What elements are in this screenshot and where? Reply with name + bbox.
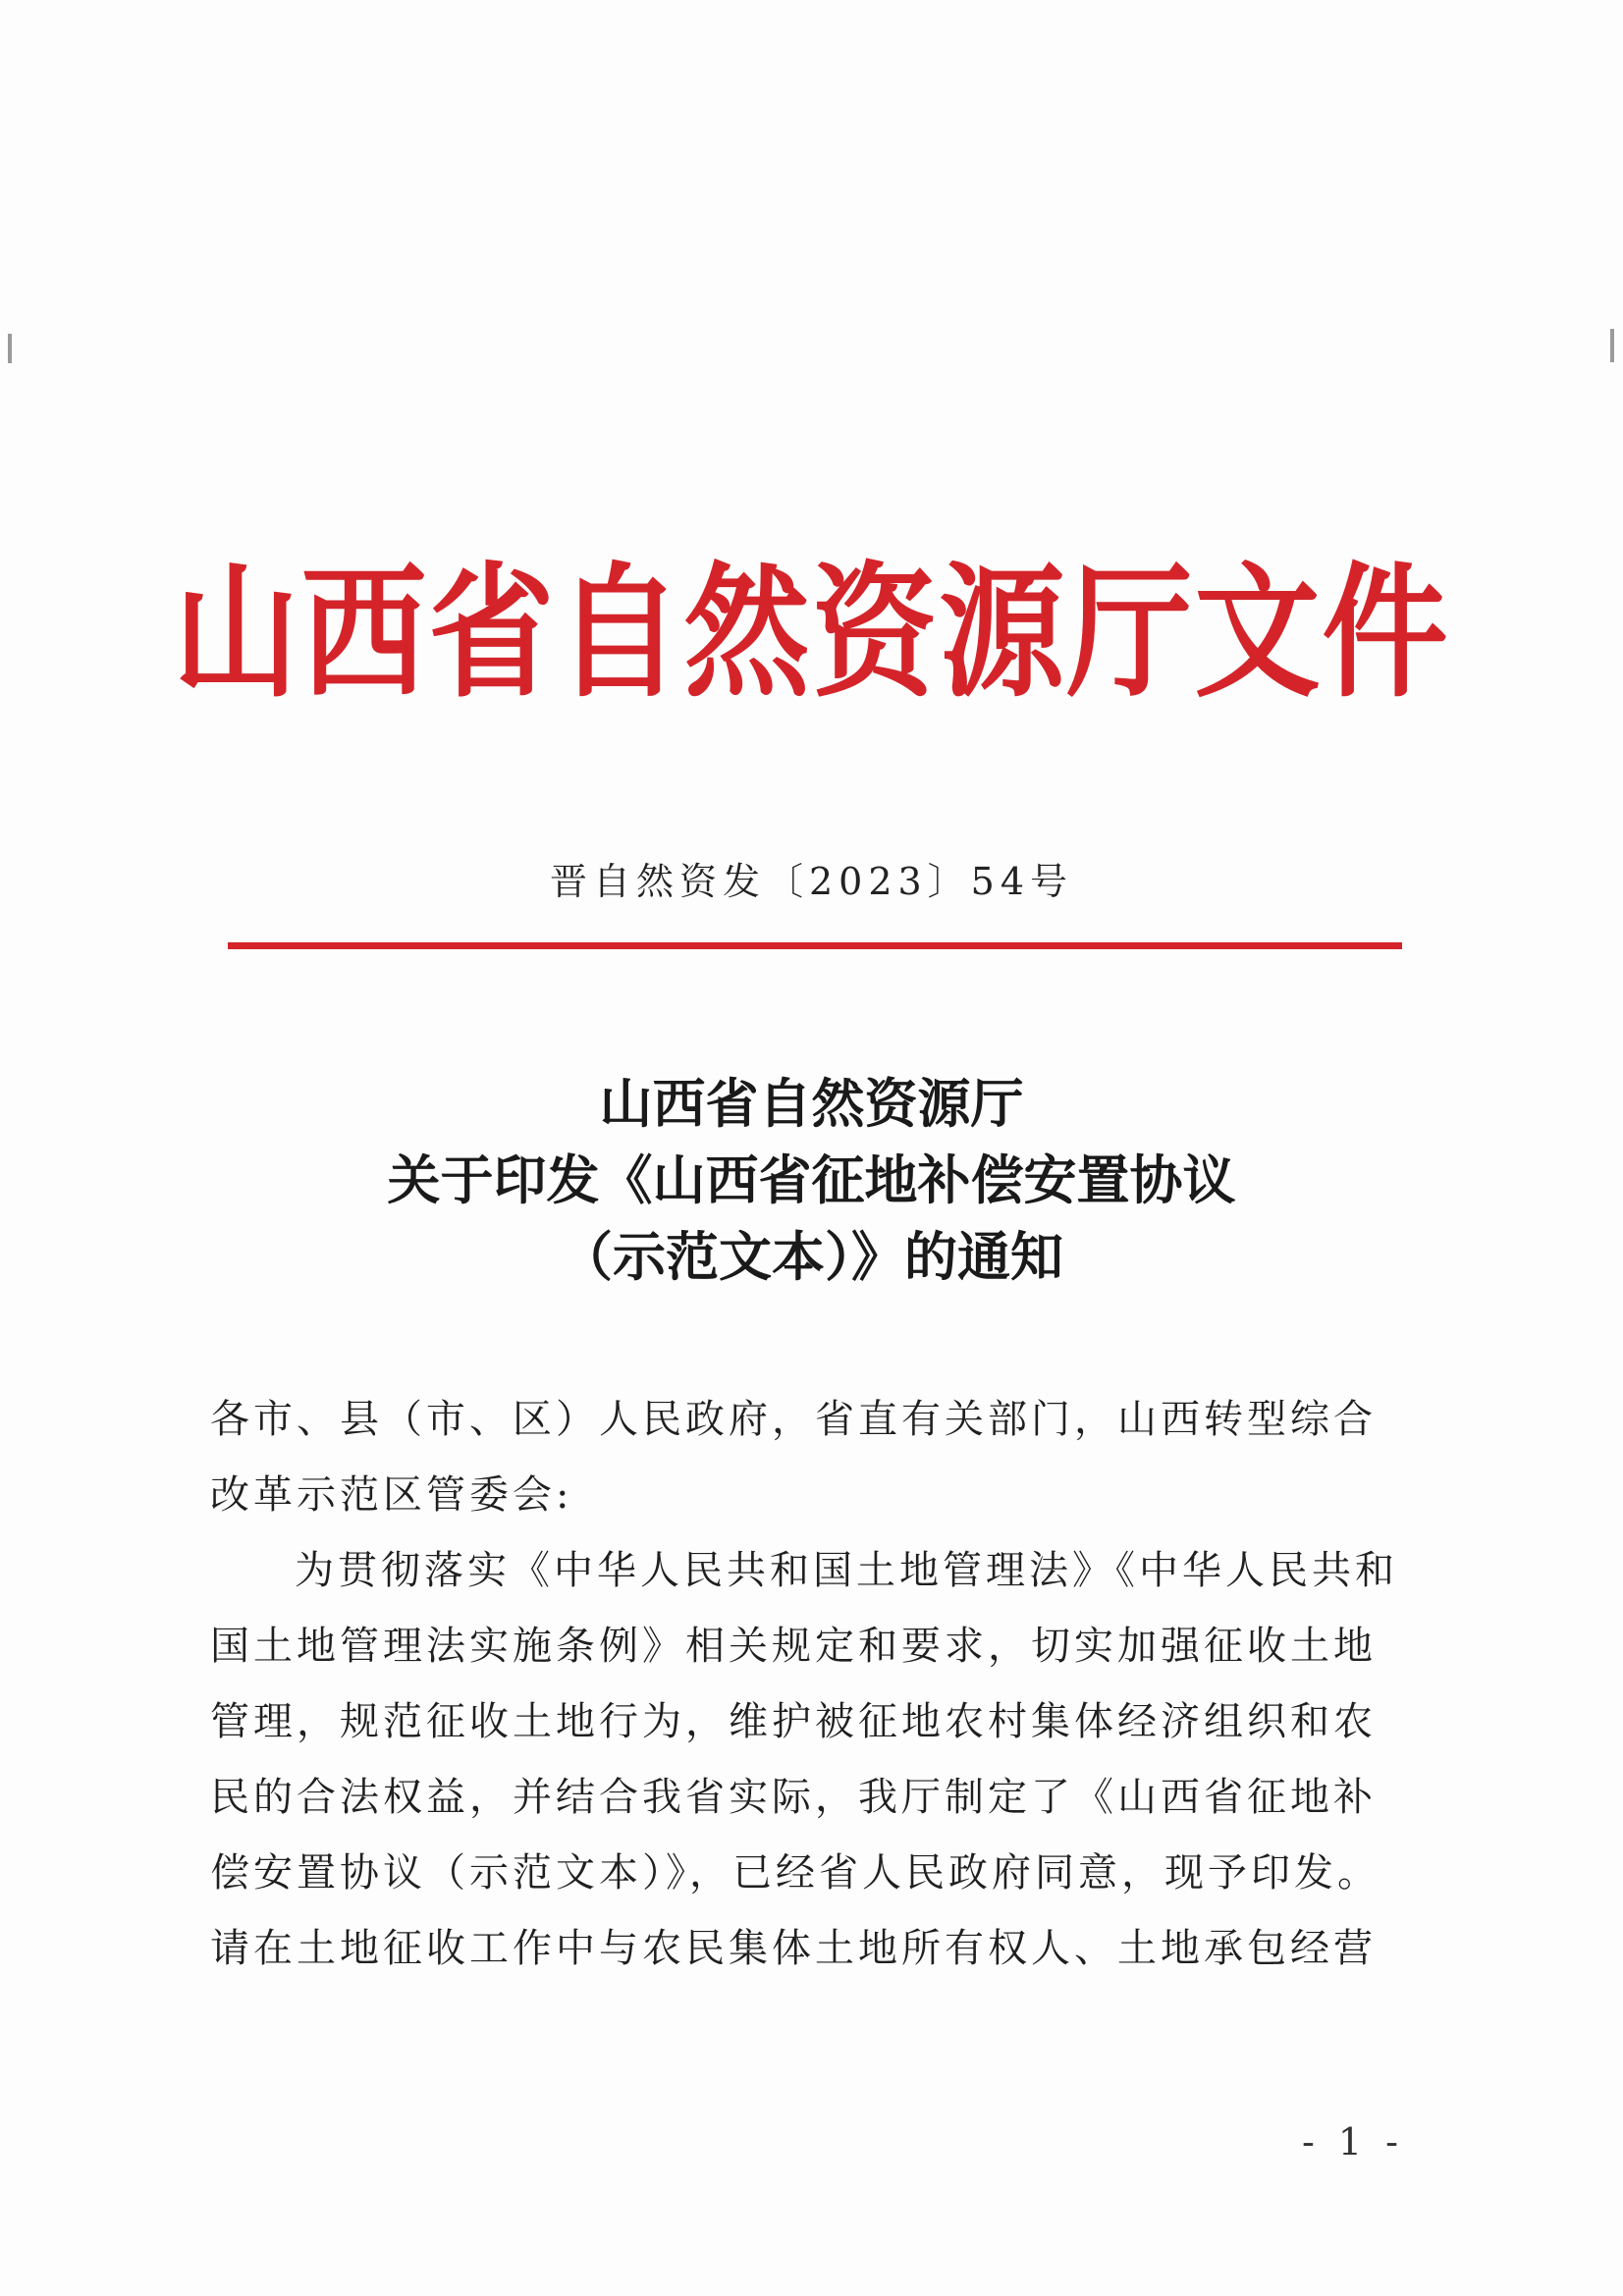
paragraph-line: 管理，规范征收土地行为，维护被征地农村集体经济组织和农 — [210, 1699, 1377, 1744]
paragraph-line: 民的合法权益，并结合我省实际，我厅制定了《山西省征地补 — [210, 1775, 1377, 1820]
document-number: 晋自然资发〔2023〕54号 — [549, 860, 1074, 903]
document-masthead: 山西省自然资源厅文件 — [173, 548, 1450, 719]
page-number: - 1 - — [1301, 2120, 1404, 2163]
title-line-2: 关于印发《山西省征地补偿安置协议 — [387, 1148, 1236, 1211]
paragraph-line: 为贯彻落实《中华人民共和国土地管理法》《中华人民共和 — [295, 1548, 1398, 1593]
paragraph-line: 偿安置协议（示范文本）》，已经省人民政府同意，现予印发。 — [210, 1850, 1380, 1896]
red-divider-rule — [228, 942, 1402, 949]
addressee-line-2: 改革示范区管委会: — [210, 1472, 573, 1518]
paragraph-line: 国土地管理法实施条例》相关规定和要求，切实加强征收土地 — [210, 1624, 1377, 1669]
scan-edge-mark-right — [1610, 329, 1614, 362]
document-body — [210, 1382, 1398, 1987]
document-title — [0, 1065, 1623, 1295]
paragraph-line: 请在土地征收工作中与农民集体土地所有权人、土地承包经营 — [210, 1926, 1377, 1971]
title-line-1: 山西省自然资源厅 — [599, 1072, 1024, 1135]
title-line-3: （示范文本）》的通知 — [560, 1225, 1063, 1288]
scan-edge-mark-left — [8, 334, 12, 363]
addressee-line-1: 各市、县（市、区）人民政府，省直有关部门，山西转型综合 — [210, 1397, 1377, 1442]
